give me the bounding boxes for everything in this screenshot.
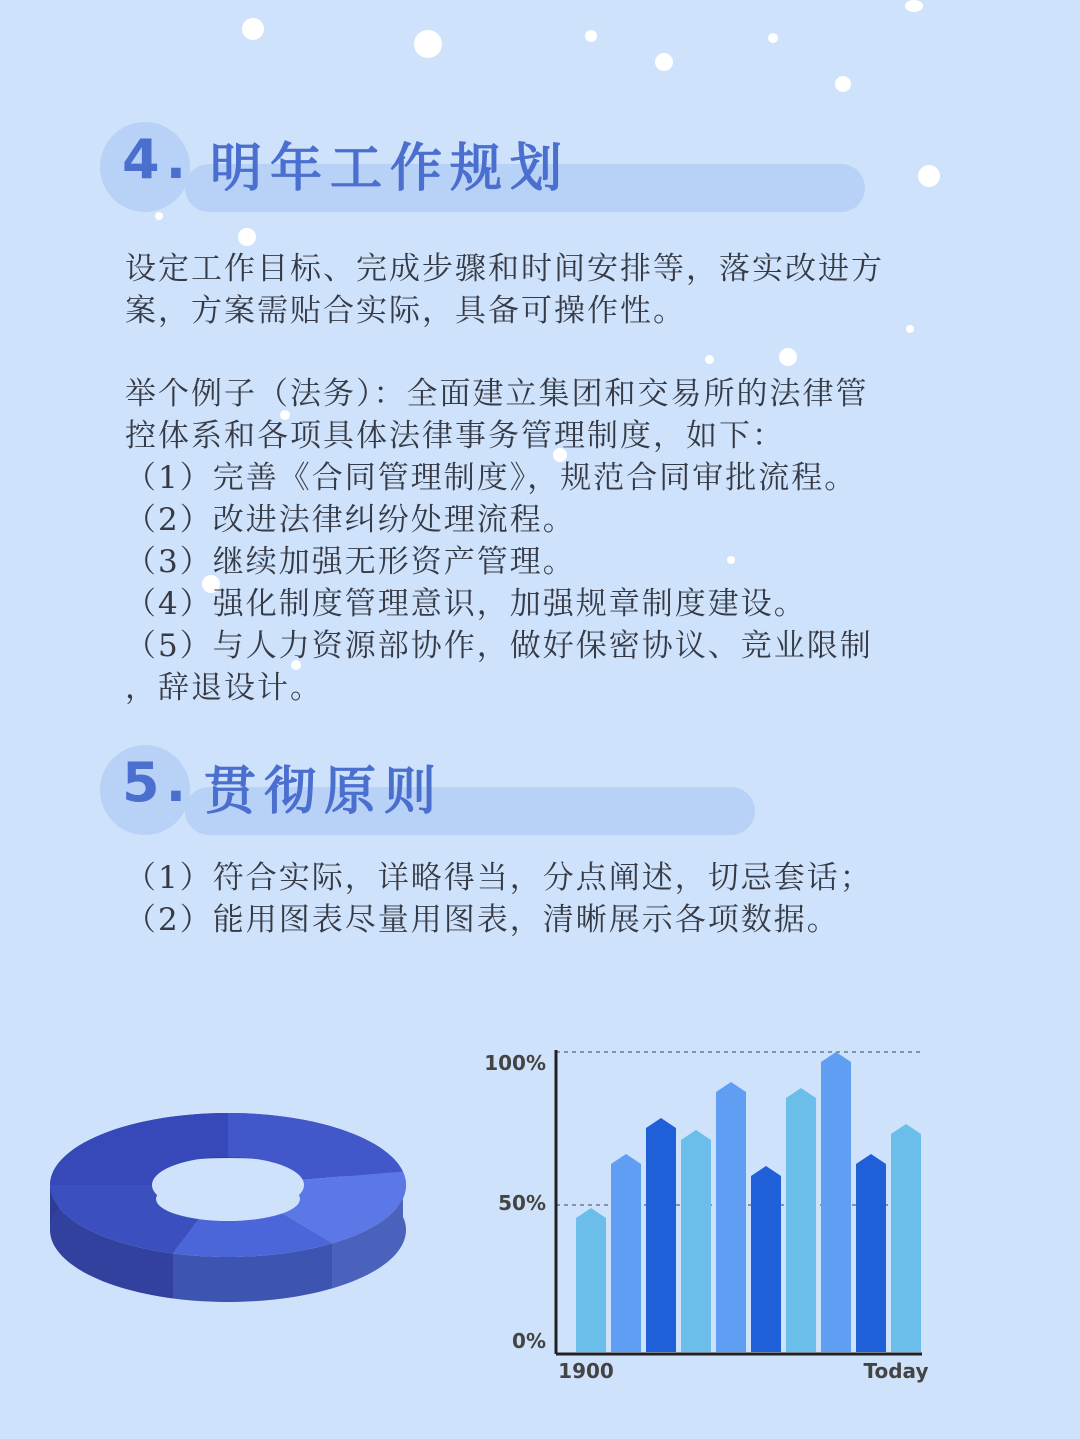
example-line: （3）继续加强无形资产管理。 [125, 544, 576, 580]
section-number: 5. [122, 751, 193, 814]
section-5-items [125, 857, 935, 941]
intro-line: 设定工作目标、完成步骤和时间安排等，落实改进方 [125, 251, 884, 287]
example-line: 控体系和各项具体法律事务管理制度，如下： [125, 418, 785, 454]
y-tick-label: 0% [512, 1329, 546, 1353]
section-title: 明年工作规划 [210, 139, 571, 199]
bar [646, 1118, 676, 1352]
section-5-heading [100, 745, 800, 835]
section-4-example [125, 373, 935, 709]
principle-item: （1）符合实际，详略得当，分点阐述，切忌套话； [125, 860, 873, 896]
bar [786, 1088, 816, 1352]
intro-line: 案，方案需贴合实际，具备可操作性。 [125, 293, 686, 329]
example-line: （2）改进法律纠纷处理流程。 [125, 502, 576, 538]
example-line: （4）强化制度管理意识，加强规章制度建设。 [125, 586, 807, 622]
y-tick-label: 50% [498, 1191, 546, 1215]
donut-slice [50, 1113, 228, 1185]
example-line: 举个例子（法务）：全面建立集团和交易所的法律管 [125, 376, 869, 412]
bar [751, 1166, 781, 1352]
bar [576, 1208, 606, 1352]
example-line: ，辞退设计。 [125, 670, 323, 706]
section-number: 4. [122, 128, 193, 191]
bar [716, 1082, 746, 1352]
donut-chart [40, 1100, 420, 1330]
bar [821, 1052, 851, 1352]
section-4-intro [125, 248, 935, 332]
example-line: （5）与人力资源部协作，做好保密协议、竞业限制 [125, 628, 873, 664]
section-title: 贯彻原则 [204, 762, 445, 822]
section-4-heading [100, 122, 800, 212]
x-tick-label: 1900 [558, 1359, 614, 1383]
x-tick-label: Today [863, 1359, 929, 1383]
bar-series [576, 1052, 921, 1352]
bar [681, 1130, 711, 1352]
donut-segments [50, 1113, 406, 1302]
bar-chart [480, 1040, 940, 1390]
bar [856, 1154, 886, 1352]
donut-slice [228, 1113, 403, 1180]
y-tick-label: 100% [484, 1051, 546, 1075]
bar [891, 1124, 921, 1352]
example-line: （1）完善《合同管理制度》，规范合同审批流程。 [125, 460, 858, 496]
donut-hole [156, 1177, 300, 1221]
principle-item: （2）能用图表尽量用图表，清晰展示各项数据。 [125, 902, 840, 938]
bar [611, 1154, 641, 1352]
